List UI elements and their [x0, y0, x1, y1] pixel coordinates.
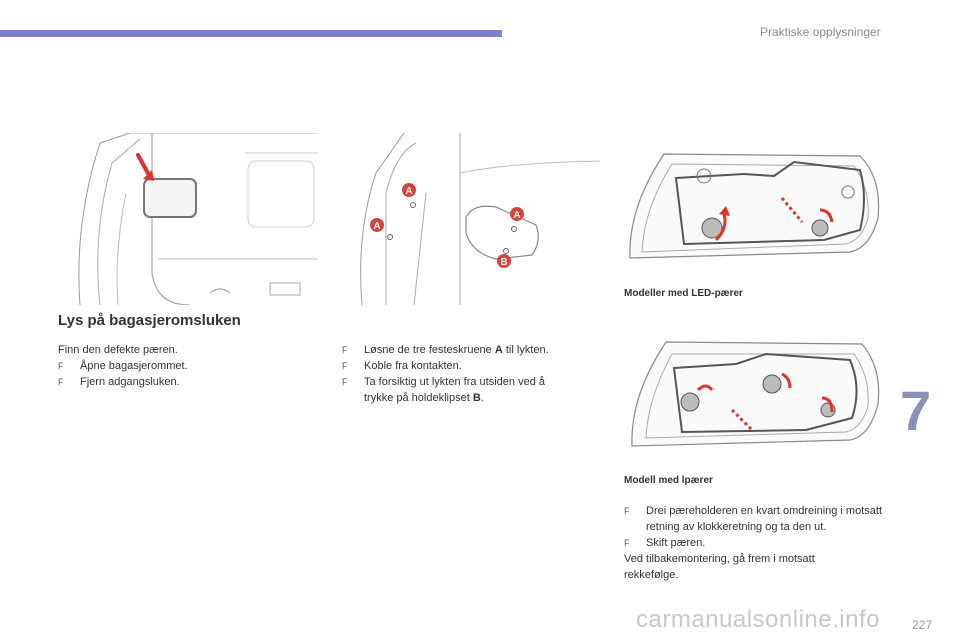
bullet-icon: F [342, 361, 348, 371]
svg-text:B: B [500, 257, 508, 268]
svg-text:A: A [373, 221, 381, 232]
bullet-icon: F [624, 538, 630, 548]
illustration-led-lamp [624, 148, 884, 264]
label-a-badge [370, 218, 384, 232]
top-accent-bar [0, 30, 502, 37]
page-number: 227 [912, 618, 933, 632]
caption-bulb-model: Modell med lpærer [624, 475, 713, 486]
step-item: F Løsne de tre festeskruene A til lykten. [342, 344, 549, 356]
section-header: Praktiske opplysninger [760, 25, 881, 39]
bullet-icon: F [624, 506, 630, 516]
label-b-badge [497, 254, 511, 268]
svg-text:A: A [513, 210, 521, 221]
step-item: F Åpne bagasjerommet. [58, 360, 188, 372]
section-title: Lys på bagasjeromsluken [58, 312, 241, 329]
reassembly-note: Ved tilbakemontering, gå frem i motsatt rekkefølge. [624, 553, 815, 581]
illustration-tailgate-hatch [70, 133, 318, 305]
step-item: F Ta forsiktig ut lykten fra utsiden ved å trykke på holdeklipset B. [342, 376, 545, 404]
label-a-badge [402, 183, 416, 197]
bullet-icon: F [58, 377, 64, 387]
label-a-badge [510, 207, 524, 221]
bullet-icon: F [58, 361, 64, 371]
step-item: F Drei pæreholderen en kvart omdreining i motsatt retning av klokkeretning og ta den ut. [624, 505, 883, 533]
bullet-icon: F [342, 377, 348, 387]
middle-column [342, 342, 582, 406]
step-item: F Koble fra kontakten. [342, 360, 462, 372]
caption-led-models: Modeller med LED-pærer [624, 288, 743, 299]
illustration-bulb-lamp [626, 338, 882, 450]
svg-text:A: A [405, 186, 413, 197]
step-item: F Fjern adgangsluken. [58, 376, 180, 388]
intro-text: Finn den defekte pæren. [58, 344, 178, 356]
watermark: carmanualsonline.info [636, 606, 880, 633]
right-column [624, 503, 894, 583]
illustration-lamp-screws [356, 133, 600, 305]
chapter-number: 7 [900, 379, 932, 442]
step-item: F Skift pæren. [624, 537, 706, 549]
left-column [58, 342, 298, 390]
bullet-icon: F [342, 345, 348, 355]
